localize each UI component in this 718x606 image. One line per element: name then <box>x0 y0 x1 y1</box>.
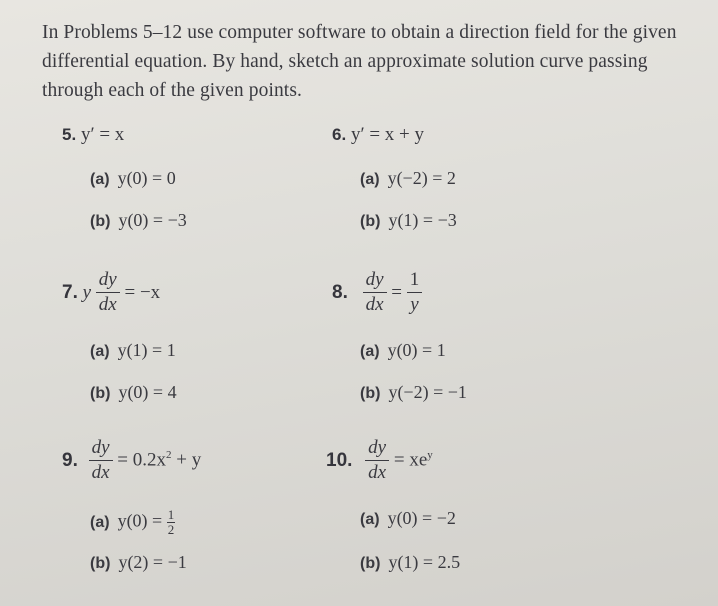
problem-9-rhs <box>117 449 201 471</box>
problem-10-rhs-main: = xe <box>393 449 428 471</box>
problem-6-equation: y′ = x + y <box>350 124 425 145</box>
problem-9-part-a <box>90 508 175 537</box>
problem-9-condition-b: y(2) = −1 <box>118 552 187 572</box>
problem-9 <box>62 436 201 485</box>
part-b-label: (b) <box>360 385 381 402</box>
part-b-label: (b) <box>90 213 111 230</box>
fraction-numerator: 1 <box>167 507 175 522</box>
problem-5-part-a <box>90 168 176 189</box>
problem-8-rhs <box>407 268 423 317</box>
part-a-label: (a) <box>90 343 110 360</box>
fraction-numerator: dy <box>89 436 113 461</box>
problem-5 <box>62 124 124 146</box>
problem-5-condition-b: y(0) = −3 <box>118 210 187 230</box>
problem-8-part-b <box>360 382 467 403</box>
problem-7-number: 7. <box>62 281 78 303</box>
problem-8-equals: = <box>391 281 403 303</box>
problem-6-condition-a: y(−2) = 2 <box>387 168 456 188</box>
problem-7-part-b <box>90 382 177 403</box>
problem-5-equation: y′ = x <box>80 124 125 145</box>
fraction-denominator: dx <box>365 294 384 315</box>
problem-7-rhs: = −x <box>124 281 161 303</box>
part-b-label: (b) <box>90 385 111 402</box>
problem-7-derivative <box>96 268 120 317</box>
problem-5-condition-a: y(0) = 0 <box>117 168 176 188</box>
problem-9-rhs-tail: + y <box>171 449 202 471</box>
fraction-denominator: y <box>410 294 419 315</box>
problem-5-number: 5. <box>62 125 77 144</box>
problem-10-exponent: y <box>427 449 433 462</box>
problem-6-number: 6. <box>332 125 347 144</box>
problem-7-part-a <box>90 340 176 361</box>
problem-10-part-b <box>360 552 460 573</box>
fraction-numerator: 1 <box>407 268 423 293</box>
problem-9-derivative <box>89 436 113 485</box>
problem-8-number: 8. <box>332 281 348 303</box>
fraction-numerator: dy <box>96 268 120 293</box>
problem-6-condition-b: y(1) = −3 <box>388 210 457 230</box>
problem-7 <box>62 268 160 317</box>
problem-5-part-b <box>90 210 187 231</box>
problem-10-condition-a: y(0) = −2 <box>387 508 456 528</box>
fraction-denominator: dx <box>91 462 110 483</box>
part-a-label: (a) <box>90 513 110 531</box>
problem-6 <box>332 124 424 146</box>
problem-6-part-b <box>360 210 457 231</box>
problem-10 <box>326 436 433 485</box>
problem-8-derivative <box>363 268 387 317</box>
problem-7-condition-a: y(1) = 1 <box>117 340 176 360</box>
part-b-label: (b) <box>360 555 381 572</box>
problem-10-number: 10. <box>326 449 353 471</box>
problem-10-derivative <box>365 436 389 485</box>
problem-9-part-b <box>90 552 187 573</box>
problem-8-part-a <box>360 340 446 361</box>
instructions-paragraph: In Problems 5–12 use computer software to obtain a direction field for the given differential equation. By hand, sketch an approximate solution curve passing through each of the given points. <box>42 22 677 101</box>
fraction-denominator: dx <box>98 294 117 315</box>
problem-7-condition-b: y(0) = 4 <box>118 382 177 402</box>
problem-10-part-a <box>360 508 456 529</box>
part-a-label: (a) <box>360 171 380 188</box>
fraction-numerator: dy <box>365 436 389 461</box>
part-b-label: (b) <box>360 213 381 230</box>
problem-9-rhs-main: = 0.2x <box>117 449 167 471</box>
problem-8-condition-b: y(−2) = −1 <box>388 382 467 402</box>
problem-10-rhs <box>394 449 433 471</box>
part-a-label: (a) <box>360 343 380 360</box>
problem-10-condition-b: y(1) = 2.5 <box>388 552 461 572</box>
problem-6-part-a <box>360 168 456 189</box>
problem-9-exponent: 2 <box>166 449 172 462</box>
problem-8 <box>332 268 422 317</box>
problem-9-number: 9. <box>62 449 78 471</box>
problem-9-condition-a-fraction <box>167 508 176 537</box>
problem-9-condition-a: y(0) = <box>117 510 163 531</box>
fraction-numerator: dy <box>363 268 387 293</box>
part-a-label: (a) <box>90 171 110 188</box>
part-a-label: (a) <box>360 511 380 528</box>
fraction-denominator: 2 <box>167 522 175 537</box>
part-b-label: (b) <box>90 555 111 572</box>
problem-8-condition-a: y(0) = 1 <box>387 340 446 360</box>
fraction-denominator: dx <box>368 462 387 483</box>
problem-7-lead: y <box>82 281 92 303</box>
